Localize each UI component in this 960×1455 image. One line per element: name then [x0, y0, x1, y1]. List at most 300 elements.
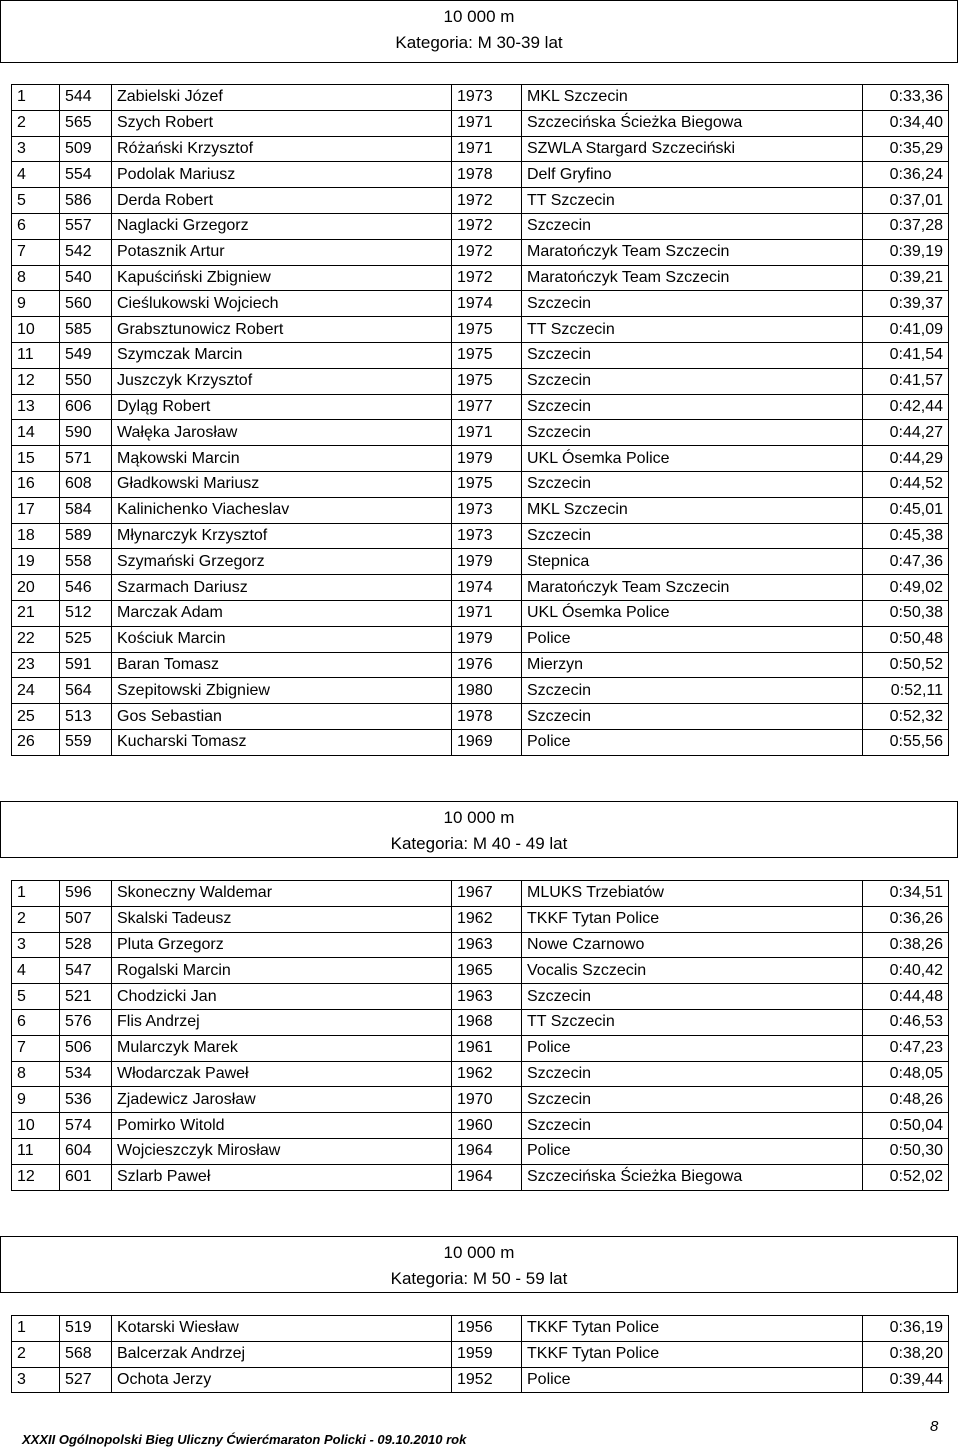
- table-row: [12, 136, 949, 162]
- table-row: [12, 600, 949, 626]
- cell-year: 1965: [452, 958, 522, 984]
- cell-name: Derda Robert: [112, 188, 452, 214]
- cell-place: 16: [12, 471, 60, 497]
- cell-time: 0:37,01: [863, 188, 949, 214]
- table-row: [12, 368, 949, 394]
- cell-year: 1980: [452, 678, 522, 704]
- cell-bib: 507: [60, 906, 112, 932]
- cell-name: Wojcieszczyk Mirosław: [112, 1138, 452, 1164]
- cell-time: 0:46,53: [863, 1009, 949, 1035]
- cell-place: 17: [12, 497, 60, 523]
- cell-bib: 604: [60, 1138, 112, 1164]
- cell-name: Podolak Mariusz: [112, 162, 452, 188]
- cell-year: 1960: [452, 1113, 522, 1139]
- cell-year: 1971: [452, 420, 522, 446]
- cell-year: 1964: [452, 1164, 522, 1190]
- cell-bib: 584: [60, 497, 112, 523]
- cell-club: Szczecin: [522, 1061, 863, 1087]
- table-row: [12, 652, 949, 678]
- cell-time: 0:41,57: [863, 368, 949, 394]
- cell-time: 0:52,32: [863, 704, 949, 730]
- table-row: [12, 958, 949, 984]
- cell-year: 1959: [452, 1341, 522, 1367]
- cell-time: 0:50,52: [863, 652, 949, 678]
- cell-place: 4: [12, 162, 60, 188]
- cell-time: 0:55,56: [863, 729, 949, 755]
- cell-time: 0:47,23: [863, 1035, 949, 1061]
- cell-name: Grabsztunowicz Robert: [112, 317, 452, 343]
- cell-place: 1: [12, 85, 60, 111]
- cell-year: 1972: [452, 188, 522, 214]
- cell-time: 0:48,26: [863, 1087, 949, 1113]
- cell-year: 1971: [452, 600, 522, 626]
- cell-time: 0:39,19: [863, 239, 949, 265]
- cell-year: 1956: [452, 1316, 522, 1342]
- cell-time: 0:44,29: [863, 446, 949, 472]
- table-row: [12, 704, 949, 730]
- cell-time: 0:49,02: [863, 575, 949, 601]
- cell-bib: 560: [60, 291, 112, 317]
- table-row: [12, 188, 949, 214]
- cell-time: 0:36,24: [863, 162, 949, 188]
- cell-bib: 509: [60, 136, 112, 162]
- cell-year: 1978: [452, 704, 522, 730]
- cell-bib: 576: [60, 1009, 112, 1035]
- cell-bib: 574: [60, 1113, 112, 1139]
- cell-name: Szych Robert: [112, 110, 452, 136]
- cell-year: 1968: [452, 1009, 522, 1035]
- cell-place: 11: [12, 342, 60, 368]
- cell-club: Szczecin: [522, 368, 863, 394]
- cell-place: 14: [12, 420, 60, 446]
- table-row: [12, 162, 949, 188]
- results-table: [11, 84, 949, 756]
- table-row: [12, 213, 949, 239]
- cell-year: 1964: [452, 1138, 522, 1164]
- cell-time: 0:50,04: [863, 1113, 949, 1139]
- cell-time: 0:36,19: [863, 1316, 949, 1342]
- cell-year: 1962: [452, 906, 522, 932]
- table-row: [12, 1138, 949, 1164]
- table-row: [12, 1367, 949, 1393]
- cell-year: 1967: [452, 881, 522, 907]
- table-row: [12, 932, 949, 958]
- cell-bib: 534: [60, 1061, 112, 1087]
- cell-place: 4: [12, 958, 60, 984]
- cell-club: SZWLA Stargard Szczeciński: [522, 136, 863, 162]
- cell-time: 0:40,42: [863, 958, 949, 984]
- cell-name: Juszczyk Krzysztof: [112, 368, 452, 394]
- table-row: [12, 1087, 949, 1113]
- cell-name: Różański Krzysztof: [112, 136, 452, 162]
- section-distance: 10 000 m: [443, 7, 515, 26]
- cell-time: 0:41,09: [863, 317, 949, 343]
- cell-place: 5: [12, 188, 60, 214]
- cell-club: TKKF Tytan Police: [522, 906, 863, 932]
- cell-name: Marczak Adam: [112, 600, 452, 626]
- cell-bib: 525: [60, 626, 112, 652]
- cell-place: 2: [12, 110, 60, 136]
- cell-club: Maratończyk Team Szczecin: [522, 575, 863, 601]
- table-row: [12, 729, 949, 755]
- cell-time: 0:39,21: [863, 265, 949, 291]
- cell-name: Rogalski Marcin: [112, 958, 452, 984]
- cell-bib: 558: [60, 549, 112, 575]
- cell-year: 1974: [452, 575, 522, 601]
- cell-bib: 596: [60, 881, 112, 907]
- cell-club: Mierzyn: [522, 652, 863, 678]
- cell-year: 1972: [452, 239, 522, 265]
- cell-club: Police: [522, 1035, 863, 1061]
- table-row: [12, 523, 949, 549]
- cell-bib: 512: [60, 600, 112, 626]
- cell-year: 1963: [452, 984, 522, 1010]
- cell-time: 0:45,38: [863, 523, 949, 549]
- cell-club: Szczecin: [522, 1087, 863, 1113]
- cell-bib: 542: [60, 239, 112, 265]
- cell-year: 1979: [452, 446, 522, 472]
- cell-place: 5: [12, 984, 60, 1010]
- cell-bib: 590: [60, 420, 112, 446]
- cell-bib: 528: [60, 932, 112, 958]
- cell-year: 1970: [452, 1087, 522, 1113]
- cell-name: Kapuściński Zbigniew: [112, 265, 452, 291]
- cell-year: 1975: [452, 368, 522, 394]
- cell-place: 7: [12, 239, 60, 265]
- cell-bib: 550: [60, 368, 112, 394]
- cell-year: 1977: [452, 394, 522, 420]
- cell-name: Pluta Grzegorz: [112, 932, 452, 958]
- cell-year: 1979: [452, 549, 522, 575]
- cell-club: Nowe Czarnowo: [522, 932, 863, 958]
- cell-club: TT Szczecin: [522, 188, 863, 214]
- cell-name: Potasznik Artur: [112, 239, 452, 265]
- cell-time: 0:34,51: [863, 881, 949, 907]
- cell-bib: 601: [60, 1164, 112, 1190]
- cell-year: 1971: [452, 136, 522, 162]
- cell-year: 1961: [452, 1035, 522, 1061]
- cell-bib: 568: [60, 1341, 112, 1367]
- cell-time: 0:42,44: [863, 394, 949, 420]
- cell-club: TKKF Tytan Police: [522, 1316, 863, 1342]
- cell-time: 0:50,48: [863, 626, 949, 652]
- cell-place: 3: [12, 1367, 60, 1393]
- section-header: [0, 801, 958, 858]
- table-row: [12, 317, 949, 343]
- cell-name: Cieślukowski Wojciech: [112, 291, 452, 317]
- cell-bib: 540: [60, 265, 112, 291]
- cell-name: Baran Tomasz: [112, 652, 452, 678]
- cell-bib: 527: [60, 1367, 112, 1393]
- cell-name: Mularczyk Marek: [112, 1035, 452, 1061]
- table-row: [12, 906, 949, 932]
- cell-place: 2: [12, 906, 60, 932]
- cell-place: 6: [12, 213, 60, 239]
- cell-name: Kalinichenko Viacheslav: [112, 497, 452, 523]
- cell-name: Chodzicki Jan: [112, 984, 452, 1010]
- cell-name: Skoneczny Waldemar: [112, 881, 452, 907]
- cell-name: Gładkowski Mariusz: [112, 471, 452, 497]
- cell-place: 24: [12, 678, 60, 704]
- cell-time: 0:33,36: [863, 85, 949, 111]
- cell-year: 1963: [452, 932, 522, 958]
- cell-club: Vocalis Szczecin: [522, 958, 863, 984]
- cell-name: Gos Sebastian: [112, 704, 452, 730]
- cell-place: 9: [12, 291, 60, 317]
- cell-club: MKL Szczecin: [522, 85, 863, 111]
- cell-name: Młynarczyk Krzysztof: [112, 523, 452, 549]
- cell-place: 23: [12, 652, 60, 678]
- cell-name: Szymczak Marcin: [112, 342, 452, 368]
- cell-name: Mąkowski Marcin: [112, 446, 452, 472]
- cell-club: MLUKS Trzebiatów: [522, 881, 863, 907]
- table-row: [12, 1035, 949, 1061]
- cell-place: 8: [12, 1061, 60, 1087]
- cell-name: Flis Andrzej: [112, 1009, 452, 1035]
- cell-year: 1952: [452, 1367, 522, 1393]
- cell-time: 0:35,29: [863, 136, 949, 162]
- table-row: [12, 984, 949, 1010]
- cell-bib: 608: [60, 471, 112, 497]
- cell-club: MKL Szczecin: [522, 497, 863, 523]
- cell-club: Szczecin: [522, 1113, 863, 1139]
- cell-place: 25: [12, 704, 60, 730]
- cell-name: Balcerzak Andrzej: [112, 1341, 452, 1367]
- cell-bib: 536: [60, 1087, 112, 1113]
- cell-bib: 546: [60, 575, 112, 601]
- cell-year: 1973: [452, 497, 522, 523]
- cell-club: TT Szczecin: [522, 1009, 863, 1035]
- cell-club: Police: [522, 1367, 863, 1393]
- table-row: [12, 85, 949, 111]
- cell-time: 0:41,54: [863, 342, 949, 368]
- cell-place: 12: [12, 1164, 60, 1190]
- cell-name: Włodarczak Paweł: [112, 1061, 452, 1087]
- cell-place: 9: [12, 1087, 60, 1113]
- cell-year: 1972: [452, 265, 522, 291]
- table-row: [12, 626, 949, 652]
- cell-time: 0:52,11: [863, 678, 949, 704]
- cell-name: Kotarski Wiesław: [112, 1316, 452, 1342]
- cell-club: Szczecin: [522, 394, 863, 420]
- page-number: 8: [930, 1418, 939, 1435]
- cell-place: 1: [12, 1316, 60, 1342]
- cell-place: 6: [12, 1009, 60, 1035]
- section-header: [0, 0, 958, 63]
- cell-bib: 547: [60, 958, 112, 984]
- cell-time: 0:38,20: [863, 1341, 949, 1367]
- cell-time: 0:39,44: [863, 1367, 949, 1393]
- cell-bib: 589: [60, 523, 112, 549]
- table-row: [12, 1009, 949, 1035]
- cell-club: Maratończyk Team Szczecin: [522, 265, 863, 291]
- cell-place: 2: [12, 1341, 60, 1367]
- cell-club: Szczecin: [522, 420, 863, 446]
- cell-club: Szczecin: [522, 471, 863, 497]
- cell-place: 21: [12, 600, 60, 626]
- cell-year: 1975: [452, 471, 522, 497]
- table-row: [12, 1113, 949, 1139]
- cell-bib: 586: [60, 188, 112, 214]
- cell-club: TT Szczecin: [522, 317, 863, 343]
- cell-club: Police: [522, 1138, 863, 1164]
- cell-bib: 606: [60, 394, 112, 420]
- section-category: Kategoria: M 30-39 lat: [395, 33, 563, 52]
- cell-name: Szarmach Dariusz: [112, 575, 452, 601]
- cell-place: 13: [12, 394, 60, 420]
- table-row: [12, 575, 949, 601]
- cell-club: Szczecin: [522, 704, 863, 730]
- cell-bib: 521: [60, 984, 112, 1010]
- table-row: [12, 394, 949, 420]
- cell-club: Maratończyk Team Szczecin: [522, 239, 863, 265]
- table-row: [12, 1061, 949, 1087]
- cell-time: 0:37,28: [863, 213, 949, 239]
- cell-bib: 513: [60, 704, 112, 730]
- cell-bib: 549: [60, 342, 112, 368]
- cell-club: Stepnica: [522, 549, 863, 575]
- cell-name: Pomirko Witold: [112, 1113, 452, 1139]
- cell-bib: 557: [60, 213, 112, 239]
- cell-year: 1973: [452, 85, 522, 111]
- cell-name: Zabielski Józef: [112, 85, 452, 111]
- cell-club: Szczecin: [522, 213, 863, 239]
- cell-place: 1: [12, 881, 60, 907]
- table-row: [12, 446, 949, 472]
- cell-name: Zjadewicz Jarosław: [112, 1087, 452, 1113]
- cell-year: 1975: [452, 317, 522, 343]
- cell-time: 0:52,02: [863, 1164, 949, 1190]
- cell-bib: 571: [60, 446, 112, 472]
- section-header: [0, 1236, 958, 1293]
- cell-bib: 519: [60, 1316, 112, 1342]
- cell-place: 7: [12, 1035, 60, 1061]
- cell-place: 10: [12, 1113, 60, 1139]
- cell-club: Szczecin: [522, 678, 863, 704]
- page-footer: XXXII Ogólnopolski Bieg Uliczny Ćwierćmaraton Policki - 09.10.2010 rok: [22, 1432, 467, 1447]
- cell-bib: 554: [60, 162, 112, 188]
- cell-time: 0:36,26: [863, 906, 949, 932]
- cell-time: 0:44,48: [863, 984, 949, 1010]
- cell-name: Naglacki Grzegorz: [112, 213, 452, 239]
- cell-club: Delf Gryfino: [522, 162, 863, 188]
- cell-bib: 559: [60, 729, 112, 755]
- cell-year: 1979: [452, 626, 522, 652]
- cell-bib: 506: [60, 1035, 112, 1061]
- cell-club: Szczecin: [522, 291, 863, 317]
- table-row: [12, 239, 949, 265]
- cell-club: Szczecin: [522, 523, 863, 549]
- cell-name: Kucharski Tomasz: [112, 729, 452, 755]
- table-row: [12, 110, 949, 136]
- cell-name: Ochota Jerzy: [112, 1367, 452, 1393]
- cell-time: 0:50,38: [863, 600, 949, 626]
- cell-club: UKL Ósemka Police: [522, 600, 863, 626]
- results-table: [11, 1315, 949, 1393]
- cell-name: Szepitowski Zbigniew: [112, 678, 452, 704]
- section-category: Kategoria: M 50 - 59 lat: [390, 1269, 568, 1288]
- cell-time: 0:48,05: [863, 1061, 949, 1087]
- cell-name: Szlarb Paweł: [112, 1164, 452, 1190]
- cell-time: 0:39,37: [863, 291, 949, 317]
- cell-place: 3: [12, 932, 60, 958]
- table-row: [12, 265, 949, 291]
- table-row: [12, 1164, 949, 1190]
- cell-place: 12: [12, 368, 60, 394]
- table-row: [12, 497, 949, 523]
- cell-year: 1976: [452, 652, 522, 678]
- cell-year: 1975: [452, 342, 522, 368]
- cell-club: Szczecin: [522, 984, 863, 1010]
- table-row: [12, 342, 949, 368]
- cell-place: 20: [12, 575, 60, 601]
- cell-year: 1972: [452, 213, 522, 239]
- cell-time: 0:45,01: [863, 497, 949, 523]
- cell-bib: 565: [60, 110, 112, 136]
- cell-name: Wałęka Jarosław: [112, 420, 452, 446]
- table-row: [12, 291, 949, 317]
- cell-name: Dyląg Robert: [112, 394, 452, 420]
- cell-bib: 544: [60, 85, 112, 111]
- cell-club: Szczecińska Ścieżka Biegowa: [522, 1164, 863, 1190]
- results-table: [11, 880, 949, 1191]
- cell-year: 1973: [452, 523, 522, 549]
- cell-year: 1978: [452, 162, 522, 188]
- table-row: [12, 678, 949, 704]
- cell-time: 0:38,26: [863, 932, 949, 958]
- cell-bib: 564: [60, 678, 112, 704]
- cell-place: 11: [12, 1138, 60, 1164]
- cell-year: 1974: [452, 291, 522, 317]
- cell-year: 1971: [452, 110, 522, 136]
- table-row: [12, 549, 949, 575]
- cell-place: 19: [12, 549, 60, 575]
- cell-time: 0:47,36: [863, 549, 949, 575]
- cell-club: Szczecin: [522, 342, 863, 368]
- cell-time: 0:50,30: [863, 1138, 949, 1164]
- table-row: [12, 1316, 949, 1342]
- cell-place: 18: [12, 523, 60, 549]
- cell-name: Skalski Tadeusz: [112, 906, 452, 932]
- cell-place: 10: [12, 317, 60, 343]
- cell-name: Szymański Grzegorz: [112, 549, 452, 575]
- cell-time: 0:34,40: [863, 110, 949, 136]
- table-row: [12, 471, 949, 497]
- cell-place: 15: [12, 446, 60, 472]
- cell-bib: 585: [60, 317, 112, 343]
- cell-club: Szczecińska Ścieżka Biegowa: [522, 110, 863, 136]
- cell-club: Police: [522, 729, 863, 755]
- table-row: [12, 420, 949, 446]
- table-row: [12, 1341, 949, 1367]
- cell-year: 1969: [452, 729, 522, 755]
- cell-club: TKKF Tytan Police: [522, 1341, 863, 1367]
- cell-place: 3: [12, 136, 60, 162]
- section-category: Kategoria: M 40 - 49 lat: [390, 834, 568, 853]
- section-distance: 10 000 m: [443, 1243, 515, 1262]
- table-row: [12, 881, 949, 907]
- cell-club: Police: [522, 626, 863, 652]
- cell-place: 22: [12, 626, 60, 652]
- cell-year: 1962: [452, 1061, 522, 1087]
- cell-club: UKL Ósemka Police: [522, 446, 863, 472]
- cell-place: 8: [12, 265, 60, 291]
- cell-time: 0:44,52: [863, 471, 949, 497]
- cell-time: 0:44,27: [863, 420, 949, 446]
- cell-place: 26: [12, 729, 60, 755]
- section-distance: 10 000 m: [443, 808, 515, 827]
- cell-bib: 591: [60, 652, 112, 678]
